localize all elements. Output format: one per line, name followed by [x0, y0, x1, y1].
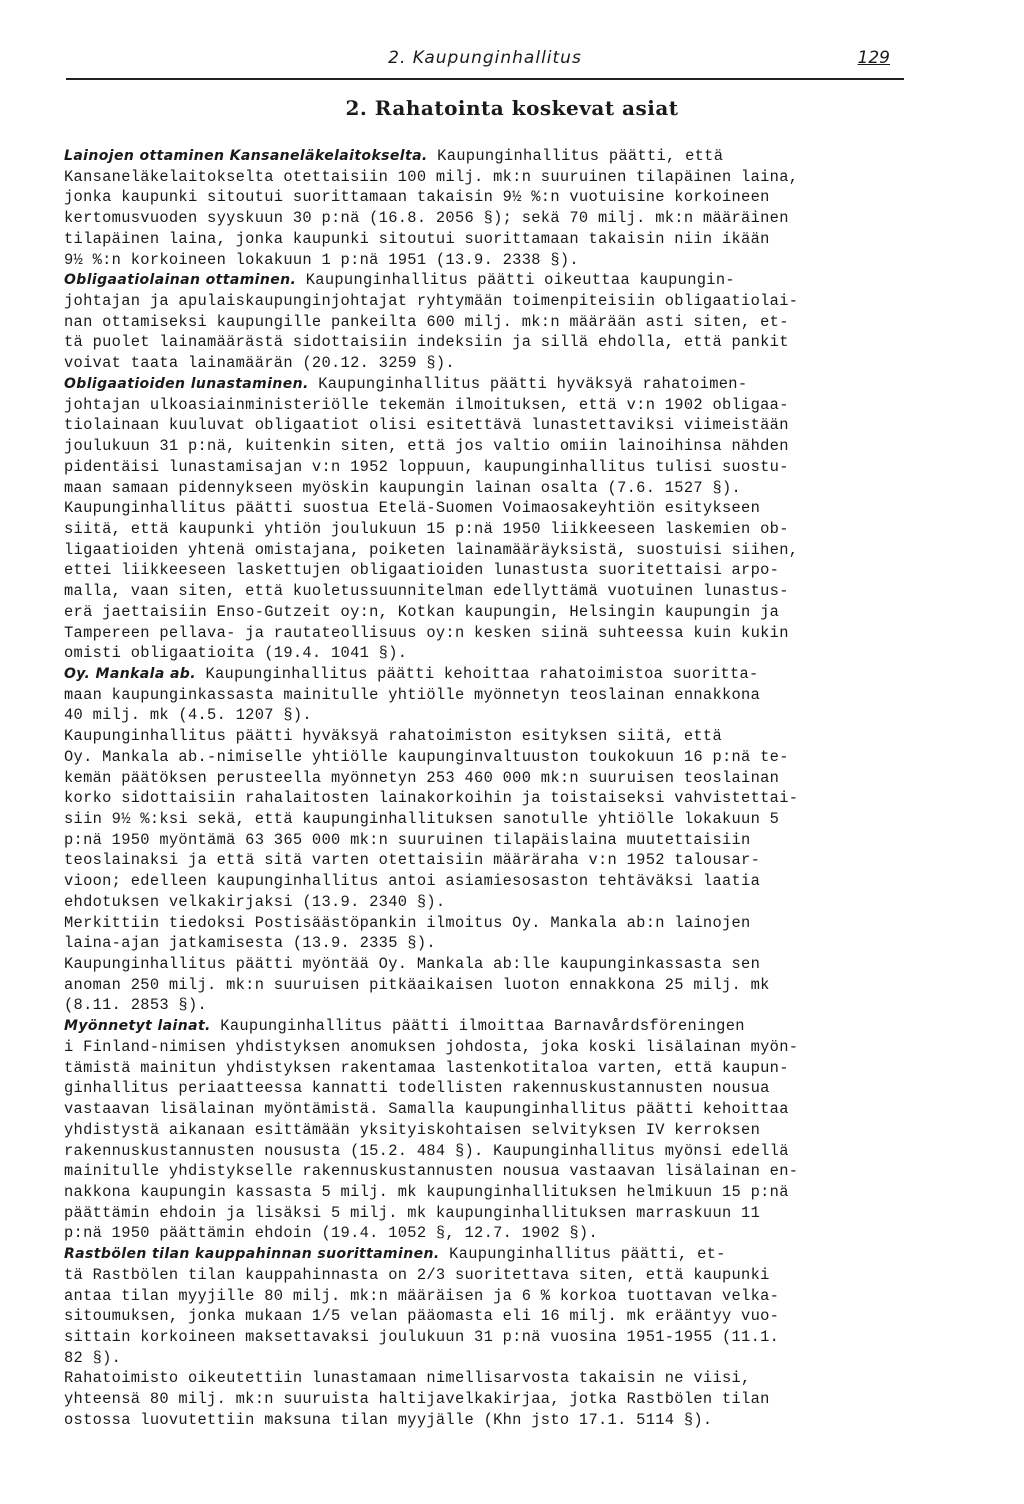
- line-text: 82 §).: [64, 1348, 122, 1367]
- text-line: [64, 1348, 944, 1369]
- line-text: tä puolet lainamäärästä sidottaisiin indeksiin ja sillä ehdolla, että pankit: [64, 333, 789, 352]
- line-text: Kaupunginhallitus päätti suostua Etelä-Suomen Voimaosakeyhtiön esitykseen: [64, 499, 761, 518]
- text-line: [64, 664, 944, 685]
- text-line: [64, 1182, 944, 1203]
- text-line: [64, 1037, 944, 1058]
- text-line: [64, 1327, 944, 1348]
- text-line: [64, 768, 944, 789]
- line-text: korko sidottaisiin rahalaitosten lainakorkoihin ja toistaiseksi vahvistettai-: [64, 789, 799, 808]
- line-text: Tampereen pellava- ja rautateollisuus oy:n kesken siinä suhteessa kuin kukin: [64, 623, 789, 642]
- text-line: [64, 1120, 944, 1141]
- line-text: i Finland-nimisen yhdistyksen anomuksen johdosta, joka koski lisälainan myön-: [64, 1037, 799, 1056]
- line-text: Kansaneläkelaitokselta otettaisiin 100 milj. mk:n suuruinen tilapäinen laina,: [64, 167, 799, 186]
- text-line: [64, 850, 944, 871]
- line-text: teoslainaksi ja että sitä varten otettaisiin määräraha v:n 1952 talousar-: [64, 851, 761, 870]
- text-line: [64, 1286, 944, 1307]
- line-text: p:nä 1950 päättämin ehdoin (19.4. 1052 §, 12.7. 1902 §).: [64, 1224, 599, 1243]
- line-text: 9½ %:n korkoineen lokakuun 1 p:nä 1951 (13.9. 2338 §).: [64, 250, 579, 269]
- line-text: Kaupunginhallitus päätti hyväksyä rahatoimiston esityksen siitä, että: [64, 727, 722, 746]
- text-line: [64, 726, 944, 747]
- text-line: [64, 415, 944, 436]
- line-text: voivat taata lainamäärän (20.12. 3259 §).: [64, 354, 455, 373]
- line-text: vastaavan lisälainan myöntämistä. Samalla kaupunginhallitus päätti kehoittaa: [64, 1100, 789, 1119]
- text-line: [64, 146, 944, 167]
- line-text: nakkona kaupungin kassasta 5 milj. mk kaupunginhallituksen helmikuun 15 p:nä: [64, 1182, 789, 1201]
- text-line: [64, 1141, 944, 1162]
- line-text: tämistä mainitun yhdistyksen rakentamaa lastenkotitaloa varten, että kaupun-: [64, 1058, 789, 1077]
- text-line: [64, 623, 944, 644]
- text-line: [64, 913, 944, 934]
- text-line: [64, 809, 944, 830]
- line-text: pidentäisi lunastamisajan v:n 1952 loppuun, kaupunginhallitus tulisi suostu-: [64, 457, 789, 476]
- line-text: mainitulle yhdistykselle rakennuskustannusten nousua vastaavan lisälainan en-: [64, 1162, 799, 1181]
- line-text: Kaupunginhallitus päätti, et-: [439, 1245, 726, 1264]
- line-text: Kaupunginhallitus päätti ilmoittaa Barnavårdsföreningen: [210, 1017, 745, 1036]
- text-line: [64, 602, 944, 623]
- text-line: [64, 1223, 944, 1244]
- text-line: [64, 250, 944, 271]
- text-line: [64, 1368, 944, 1389]
- text-line: [64, 395, 944, 416]
- line-text: anoman 250 milj. mk:n suuruisen pitkäaikaisen luoton ennakkona 25 milj. mk: [64, 975, 770, 994]
- text-line: [64, 1203, 944, 1224]
- text-line: [64, 374, 944, 395]
- text-line: [64, 208, 944, 229]
- line-text: (8.11. 2853 §).: [64, 996, 208, 1015]
- body-text: [64, 146, 944, 1431]
- paragraph-heading: Obligaatiolainan ottaminen.: [64, 272, 297, 289]
- line-text: päättämin ehdoin ja lisäksi 5 milj. mk kaupunginhallituksen marraskuun 11: [64, 1203, 761, 1222]
- text-line: [64, 540, 944, 561]
- text-line: [64, 1078, 944, 1099]
- line-text: Kaupunginhallitus päätti kehoittaa rahatoimistoa suoritta-: [195, 664, 759, 683]
- text-line: [64, 457, 944, 478]
- line-text: joulukuun 31 p:nä, kuitenkin siten, että jos valtio omiin lainoihinsa nähden: [64, 437, 789, 456]
- text-line: [64, 1410, 944, 1431]
- text-line: [64, 1099, 944, 1120]
- text-line: [64, 788, 944, 809]
- text-line: [64, 478, 944, 499]
- line-text: siin 9½ %:ksi sekä, että kaupunginhallituksen sanotulle yhtiölle lokakuun 5: [64, 810, 780, 828]
- text-line: [64, 1016, 944, 1037]
- line-text: omisti obligaatioita (19.4. 1041 §).: [64, 644, 408, 663]
- page-number: 129: [857, 48, 890, 68]
- running-title: 2. Kaupunginhallitus: [388, 48, 582, 68]
- text-line: [64, 270, 944, 291]
- line-text: ostossa luovutettiin maksuna tilan myyjälle (Khn jsto 17.1. 5114 §).: [64, 1410, 713, 1429]
- line-text: yhteensä 80 milj. mk:n suuruista haltijavelkakirjaa, jotka Rastbölen tilan: [64, 1390, 770, 1409]
- text-line: [64, 560, 944, 581]
- text-line: [64, 954, 944, 975]
- line-text: Kaupunginhallitus päätti, että: [427, 147, 724, 165]
- text-line: [64, 995, 944, 1016]
- running-header: [66, 46, 904, 80]
- text-line: [64, 1244, 944, 1265]
- line-text: vioon; edelleen kaupunginhallitus antoi asiamiesosaston tehtäväksi laatia: [64, 872, 761, 891]
- line-text: sittain korkoineen maksettavaksi joulukuun 31 p:nä vuosina 1951-1955 (11.1.: [64, 1327, 780, 1346]
- text-line: [64, 187, 944, 208]
- line-text: kertomusvuoden syyskuun 30 p:nä (16.8. 2056 §); sekä 70 milj. mk:n määräinen: [64, 209, 789, 228]
- text-line: [64, 933, 944, 954]
- text-line: [64, 705, 944, 726]
- text-line: [64, 1265, 944, 1286]
- line-text: maan samaan pidennykseen myöskin kaupungin lainan osalta (7.6. 1527 §).: [64, 478, 742, 497]
- text-line: [64, 1306, 944, 1327]
- line-text: Oy. Mankala ab.-nimiselle yhtiölle kaupunginvaltuuston toukokuun 16 p:nä te-: [64, 747, 789, 766]
- text-line: [64, 498, 944, 519]
- line-text: ettei liikkeeseen laskettujen obligaatioiden lunastusta suoritettaisi arpo-: [64, 561, 780, 580]
- paragraph-heading: Rastbölen tilan kauppahinnan suorittaminen.: [64, 1246, 440, 1263]
- text-line: [64, 643, 944, 664]
- section-heading: 2. Rahatointa koskevat asiat: [345, 96, 679, 120]
- line-text: yhdistystä aikanaan esittämään yksityiskohtaisen selvityksen IV kerroksen: [64, 1120, 761, 1139]
- text-line: [64, 830, 944, 851]
- line-text: johtajan ulkoasiainministeriölle tekemän ilmoituksen, että v:n 1902 obligaa-: [64, 395, 789, 414]
- text-line: [64, 312, 944, 333]
- line-text: Merkittiin tiedoksi Postisäästöpankin ilmoitus Oy. Mankala ab:n lainojen: [64, 913, 751, 932]
- text-line: [64, 747, 944, 768]
- text-line: [64, 975, 944, 996]
- line-text: antaa tilan myyjille 80 milj. mk:n määräisen ja 6 % korkoa tuottavan velka-: [64, 1286, 780, 1305]
- line-text: maan kaupunginkassasta mainitulle yhtiölle myönnetyn teoslainan ennakkona: [64, 685, 761, 704]
- text-line: [64, 332, 944, 353]
- line-text: rakennuskustannusten noususta (15.2. 484 §). Kaupunginhallitus myönsi edellä: [64, 1141, 789, 1160]
- line-text: Kaupunginhallitus päätti hyväksyä rahatoimen-: [308, 374, 748, 393]
- line-text: ginhallitus periaatteessa kannatti todellisten rakennuskustannusten nousua: [64, 1079, 770, 1098]
- paragraph-heading: Oy. Mankala ab.: [64, 665, 196, 682]
- line-text: Rahatoimisto oikeutettiin lunastamaan nimellisarvosta takaisin ne viisi,: [64, 1369, 751, 1388]
- line-text: Kaupunginhallitus päätti myöntää Oy. Mankala ab:lle kaupunginkassasta sen: [64, 955, 761, 974]
- line-text: tiolainaan kuuluvat obligaatiot olisi esitettävä lunastettaviksi viimeistään: [64, 416, 789, 435]
- line-text: sitoumuksen, jonka mukaan 1/5 velan pääomasta eli 16 milj. mk erääntyy vuo-: [64, 1307, 780, 1326]
- text-line: [64, 892, 944, 913]
- line-text: p:nä 1950 myöntämä 63 365 000 mk:n suuruinen tilapäislaina muutettaisiin: [64, 830, 751, 849]
- text-line: [64, 436, 944, 457]
- line-text: Kaupunginhallitus päätti oikeuttaa kaupungin-: [296, 271, 735, 290]
- text-line: [64, 167, 944, 188]
- text-line: [64, 1389, 944, 1410]
- line-text: johtajan ja apulaiskaupunginjohtajat ryhtymään toimenpiteisiin obligaatiolai-: [64, 292, 799, 311]
- line-text: 40 milj. mk (4.5. 1207 §).: [64, 706, 312, 725]
- paragraph-heading: Lainojen ottaminen Kansaneläkelaitokselta.: [64, 148, 428, 164]
- text-line: [64, 353, 944, 374]
- line-text: malla, vaan siten, että kuoletussuunnitelman edellyttämä vuotuinen lunastus-: [64, 582, 789, 601]
- text-line: [64, 229, 944, 250]
- line-text: tilapäinen laina, jonka kaupunki sitoutui suorittamaan takaisin niin ikään: [64, 229, 770, 248]
- text-line: [64, 1161, 944, 1182]
- line-text: ligaatioiden yhtenä omistajana, poiketen lainamääräyksistä, suostuisi siihen,: [64, 540, 799, 559]
- text-line: [64, 871, 944, 892]
- line-text: nan ottamiseksi kaupungille pankeilta 600 milj. mk:n määrään asti siten, et-: [64, 312, 789, 331]
- text-line: [64, 291, 944, 312]
- line-text: ehdotuksen velkakirjaksi (13.9. 2340 §).: [64, 892, 446, 911]
- paragraph-heading: Obligaatioiden lunastaminen.: [64, 375, 309, 392]
- line-text: laina-ajan jatkamisesta (13.9. 2335 §).: [64, 934, 436, 953]
- paragraph-heading: Myönnetyt lainat.: [64, 1018, 211, 1035]
- line-text: kemän päätöksen perusteella myönnetyn 253 460 000 mk:n suuruisen teoslainan: [64, 768, 780, 787]
- text-line: [64, 581, 944, 602]
- text-line: [64, 1058, 944, 1079]
- text-line: [64, 519, 944, 540]
- line-text: tä Rastbölen tilan kauppahinnasta on 2/3 suoritettava siten, että kaupunki: [64, 1265, 770, 1284]
- line-text: jonka kaupunki sitoutui suorittamaan takaisin 9½ %:n vuotuisine korkoineen: [64, 188, 770, 207]
- line-text: siitä, että kaupunki yhtiön joulukuun 15 p:nä 1950 liikkeeseen laskemien ob-: [64, 519, 789, 538]
- text-line: [64, 685, 944, 706]
- line-text: erä jaettaisiin Enso-Gutzeit oy:n, Kotkan kaupungin, Helsingin kaupungin ja: [64, 602, 780, 621]
